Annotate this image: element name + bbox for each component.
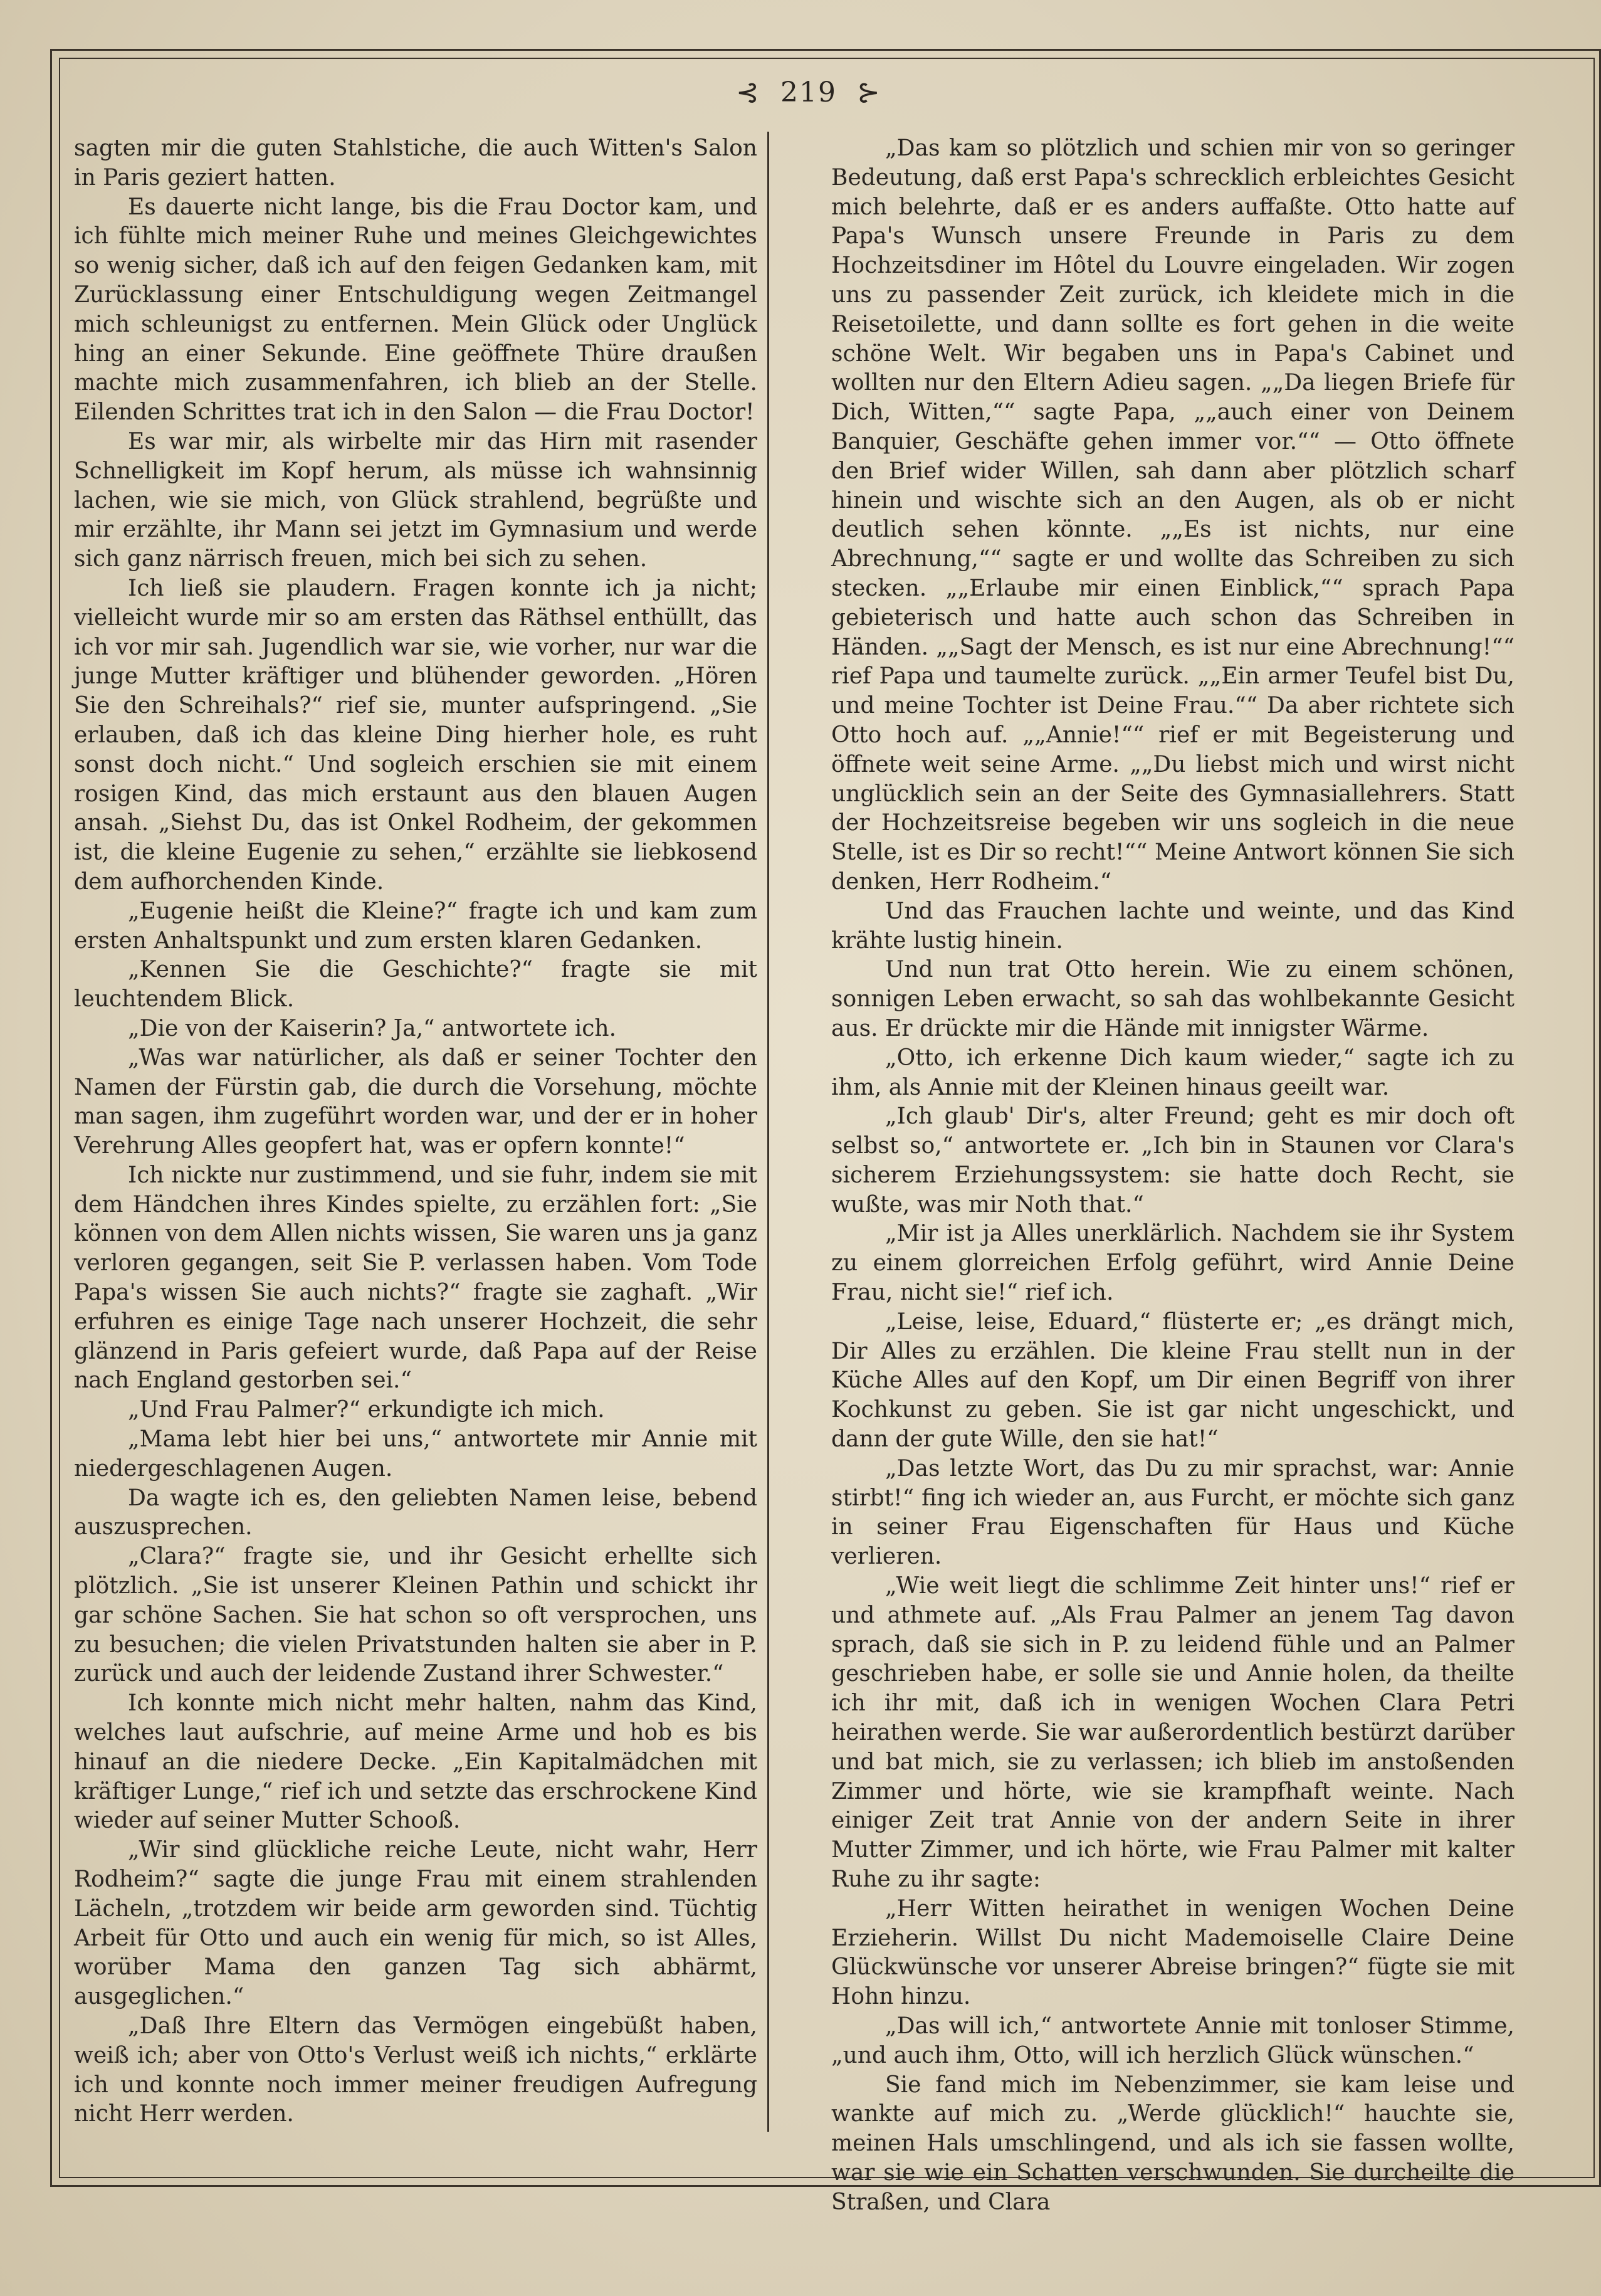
- paragraph: Sie fand mich im Nebenzimmer, sie kam leise und wankte auf mich zu. „Werde glücklich!“ hauchte sie, meinen Hals umschlingend, und als ich sie fassen wollte, war sie wie ein Schatten verschwunden. Sie durcheilte die Straßen, und Clara: [831, 2072, 1514, 2215]
- paragraph: „Und Frau Palmer?“ erkundigte ich mich.: [128, 1397, 605, 1423]
- paragraph: „Das will ich,“ antwortete Annie mit tonloser Stimme, „und auch ihm, Otto, will ich herzlich Glück wünschen.“: [831, 2013, 1514, 2068]
- paragraph: „Mir ist ja Alles unerklärlich. Nachdem sie ihr System zu einem glorreichen Erfolg geführt, wird Annie Deine Frau, nicht sie!“ rief ich.: [831, 1221, 1514, 1306]
- paragraph: Es dauerte nicht lange, bis die Frau Doctor kam, und ich fühlte mich meiner Ruhe und meines Gleichgewichtes so wenig sicher, daß ich auf den feigen Gedanken kam, mit Zurücklassung einer Entschuldigung wegen Zeitmangel mich schleunigst zu entfernen. Mein Glück oder Unglück hing an einer Sekunde. Eine geöffnete Thüre draußen machte mich zusammenfahren, ich blieb an der Stelle. Eilenden Schrittes trat ich in den Salon — die Frau Doctor!: [74, 194, 757, 426]
- paragraph: „Die von der Kaiserin? Ja,“ antwortete ich.: [128, 1015, 617, 1041]
- paragraph: sagten mir die guten Stahlstiche, die auch Witten's Salon in Paris geziert hatten.: [74, 135, 757, 191]
- paragraph: „Das kam so plötzlich und schien mir von so geringer Bedeutung, daß erst Papa's schrecklich erbleichtes Gesicht mich belehrte, daß er es anders auffaßte. Otto hatte auf Papa's Wunsch unsere Freunde in Paris zu dem Hochzeitsdiner im Hôtel du Louvre eingeladen. Wir zogen uns zu passender Zeit zurück, ich kleidete mich in die Reisetoilette, und dann sollte es fort gehen in die weite schöne Welt. Wir begaben uns in Papa's Cabinet und wollten nur den Eltern Adieu sagen. „„Da liegen Briefe für Dich, Witten,““ sagte Papa, „„auch einer von Deinem Banquier, Geschäfte gehen immer vor.““ — Otto öffnete den Brief wider Willen, sah dann aber plötzlich scharf hinein und wischte sich an den Augen, als ob er nicht deutlich sehen könnte. „„Es ist nichts, nur eine Abrechnung,““ sagte er und wollte das Schreiben zu sich stecken. „„Erlaube mir einen Einblick,““ sprach Papa gebieterisch und hatte auch schon das Schreiben in Händen. „„Sagt der Mensch, es ist nur eine Abrechnung!““ rief Papa und taumelte zurück. „„Ein armer Teufel bist Du, und meine Tochter ist Deine Frau.““ Da aber richtete sich Otto hoch auf. „„Annie!““ rief er mit Begeisterung und öffnete weit seine Arme. „„Du liebst mich und wirst nicht unglücklich sein an der Seite des Gymnasiallehrers. Statt der Hochzeitsreise begeben wir uns sogleich in die neue Stelle, ist es Dir so recht!““ Meine Antwort können Sie sich denken, Herr Rodheim.“: [831, 135, 1514, 895]
- paragraph: Und nun trat Otto herein. Wie zu einem schönen, sonnigen Leben erwacht, so sah das wohlbekannte Gesicht aus. Er drückte mir die Hände mit innigster Wärme.: [831, 957, 1514, 1041]
- ornament-right: ⊱: [856, 76, 881, 108]
- paragraph: Es war mir, als wirbelte mir das Hirn mit rasender Schnelligkeit im Kopf herum, als müsse ich wahnsinnig lachen, wie sie mich, von Glück strahlend, begrüßte und mir erzählte, ihr Mann sei jetzt im Gymnasium und werde sich ganz närrisch freuen, mich bei sich zu sehen.: [74, 428, 757, 572]
- paragraph: Ich nickte nur zustimmend, und sie fuhr, indem sie mit dem Händchen ihres Kindes spielte, zu erzählen fort: „Sie können von dem Allen nichts wissen, Sie waren uns ja ganz verloren gegangen, seit Sie P. verlassen haben. Vom Tode Papa's wissen Sie auch nichts?“ fragte sie zaghaft. „Wir erfuhren es einige Tage nach unserer Hochzeit, die sehr glänzend in Paris gefeiert wurde, daß Papa auf der Reise nach England gestorben sei.“: [74, 1162, 757, 1394]
- paragraph: „Kennen Sie die Geschichte?“ fragte sie mit leuchtendem Blick.: [74, 957, 757, 1013]
- column-divider: [767, 132, 769, 2132]
- paragraph: „Clara?“ fragte sie, und ihr Gesicht erhellte sich plötzlich. „Sie ist unserer Kleinen Pathin und schickt ihr gar schöne Sachen. Sie hat schon so oft versprochen, uns zu besuchen; die vielen Privatstunden halten sie aber in P. zurück und auch der leidende Zustand ihrer Schwester.“: [74, 1544, 757, 1687]
- paragraph: „Eugenie heißt die Kleine?“ fragte ich und kam zum ersten Anhaltspunkt und zum ersten klaren Gedanken.: [74, 898, 757, 954]
- paragraph: „Das letzte Wort, das Du zu mir sprachst, war: Annie stirbt!“ fing ich wieder an, aus Furcht, er möchte sich ganz in seiner Frau Eigenschaften für Haus und Küche verlieren.: [831, 1455, 1514, 1570]
- paragraph: „Wir sind glückliche reiche Leute, nicht wahr, Herr Rodheim?“ sagte die junge Frau mit einem strahlenden Lächeln, „trotzdem wir beide arm geworden sind. Tüchtig Arbeit für Otto und auch ein wenig für mich, so ist Alles, worüber Mama den ganzen Tag sich abhärmt, ausgeglichen.“: [74, 1837, 757, 2010]
- page-number: 219: [780, 76, 837, 108]
- paragraph: Ich konnte mich nicht mehr halten, nahm das Kind, welches laut aufschrie, auf meine Arme und hob es bis hinauf an die niedere Decke. „Ein Kapitalmädchen mit kräftiger Lunge,“ rief ich und setzte das erschrockene Kind wieder auf seiner Mutter Schooß.: [74, 1690, 757, 1834]
- paragraph: „Mama lebt hier bei uns,“ antwortete mir Annie mit niedergeschlagenen Augen.: [74, 1426, 757, 1482]
- paragraph: „Ich glaub' Dir's, alter Freund; geht es mir doch oft selbst so,“ antwortete er. „Ich bin in Staunen vor Clara's sicherem Erziehungssystem: sie hatte doch Recht, sie wußte, was mir Noth that.“: [831, 1103, 1514, 1218]
- paragraph: Und das Frauchen lachte und weinte, und das Kind krähte lustig hinein.: [831, 898, 1514, 954]
- ornament-left: ⊰: [736, 76, 761, 108]
- paragraph: „Leise, leise, Eduard,“ flüsterte er; „es drängt mich, Dir Alles zu erzählen. Die kleine Frau stellt nun in der Küche Alles auf den Kopf, um Dir einen Begriff von ihrer Kochkunst zu geben. Sie ist gar nicht ungeschickt, und dann der gute Wille, den sie hat!“: [831, 1309, 1514, 1453]
- paragraph: „Herr Witten heirathet in wenigen Wochen Deine Erzieherin. Willst Du nicht Mademoiselle Claire Deine Glückwünsche vor unserer Abreise bringen?“ fügte sie mit Hohn hinzu.: [831, 1895, 1514, 2010]
- paragraph: Ich ließ sie plaudern. Fragen konnte ich ja nicht; vielleicht wurde mir so am ersten das Räthsel enthüllt, das ich vor mir sah. Jugendlich war sie, wie vorher, nur war die junge Mutter kräftiger und blühender geworden. „Hören Sie den Schreihals?“ rief sie, munter aufspringend. „Sie erlauben, daß ich das kleine Ding hierher hole, es ruht sonst doch nicht.“ Und sogleich erschien sie mit einem rosigen Kind, das mich erstaunt aus den blauen Augen ansah. „Siehst Du, das ist Onkel Rodheim, der gekommen ist, die kleine Eugenie zu sehen,“ erzählte sie liebkosend dem aufhorchenden Kinde.: [74, 575, 757, 895]
- right-column: [831, 134, 1514, 2218]
- page-header: [627, 76, 990, 108]
- paragraph: „Otto, ich erkenne Dich kaum wieder,“ sagte ich zu ihm, als Annie mit der Kleinen hinaus geeilt war.: [831, 1045, 1514, 1100]
- paragraph: „Was war natürlicher, als daß er seiner Tochter den Namen der Fürstin gab, die durch die Vorsehung, möchte man sagen, ihm zugeführt worden war, und der er in hoher Verehrung Alles geopfert hat, was er opfern konnte!“: [74, 1045, 757, 1159]
- left-column: [74, 134, 757, 2129]
- paragraph: Da wagte ich es, den geliebten Namen leise, bebend auszusprechen.: [74, 1485, 757, 1540]
- paragraph: „Wie weit liegt die schlimme Zeit hinter uns!“ rief er und athmete auf. „Als Frau Palmer an jenem Tag davon sprach, daß sie sich in P. zu leidend fühle und an Palmer geschrieben habe, er solle sie und Annie holen, da theilte ich ihr mit, daß ich in wenigen Wochen Clara Petri heirathen werde. Sie war außerordentlich bestürzt darüber und bat mich, sie zu verlassen; ich blieb im anstoßenden Zimmer und hörte, wie sie krampfhaft weinte. Nach einiger Zeit trat Annie von der andern Seite in ihrer Mutter Zimmer, und ich hörte, wie Frau Palmer mit kalter Ruhe zu ihr sagte:: [831, 1573, 1514, 1893]
- paragraph: „Daß Ihre Eltern das Vermögen eingebüßt haben, weiß ich; aber von Otto's Verlust weiß ich nichts,“ erklärte ich und konnte noch immer meiner freudigen Aufregung nicht Herr werden.: [74, 2013, 757, 2127]
